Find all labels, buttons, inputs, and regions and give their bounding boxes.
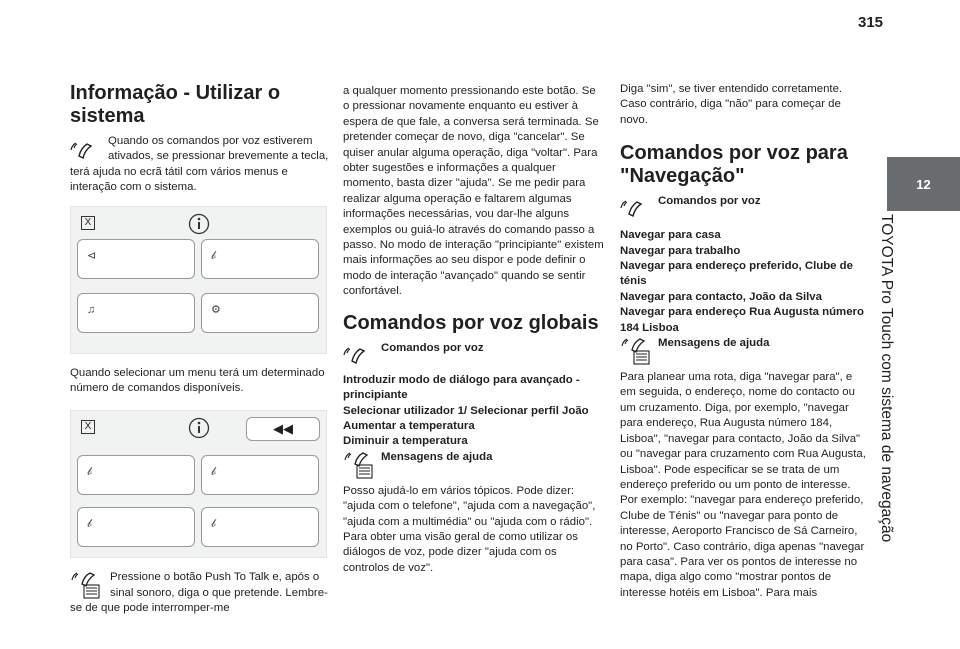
voice-help-screen-1 [70, 206, 327, 354]
menu-tile-2[interactable] [201, 455, 319, 495]
voice-help-icon [620, 336, 654, 366]
command-item: Introduzir modo de diálogo para avançado - principiante [343, 373, 580, 402]
phone-icon: 𝒷 [211, 249, 216, 262]
close-icon: X [81, 420, 95, 434]
menu-tile-media[interactable] [77, 293, 195, 333]
music-icon: ♫ [87, 303, 96, 316]
voice-help-icon [70, 570, 104, 600]
push-to-talk-text: Pressione o botão Push To Talk e, após o sinal sonoro, diga o que pretende. Lembre-se de que pode interromper-me [70, 571, 328, 615]
menu-tile-4[interactable] [201, 507, 319, 547]
menu-tile-phone[interactable] [201, 239, 319, 279]
voice-commands-label-row [343, 341, 605, 371]
phone-icon: 𝒷 [211, 466, 216, 479]
help-label-row [620, 336, 870, 366]
voice-help-icon [343, 450, 377, 480]
menu-tile-settings[interactable] [201, 293, 319, 333]
voice-help-screen-2 [70, 410, 327, 558]
column-3 [620, 82, 870, 601]
after-screen-text: Quando selecionar um menu terá um determinado número de comandos disponíveis. [70, 366, 325, 395]
help-label: Mensagens de ajuda [381, 450, 493, 463]
page-number: 315 [858, 14, 884, 31]
intro-block [70, 134, 332, 196]
command-item: Navegar para trabalho [620, 244, 741, 257]
intro-text: Quando os comandos por voz estiverem ativados, se pressionar brevemente a tecla, terá ajuda no ecrã tátil com vários menus e interação com o sistema. [70, 135, 329, 194]
command-item: Navegar para endereço preferido, Clube de ténis [620, 260, 853, 288]
help-text: Posso ajudá-lo em vários tópicos. Pode dizer: "ajuda com o telefone", "ajuda com a navegação", "ajuda com a multimédia" ou "ajuda com o rádio". Para obter uma visão geral de como utilizar os diálogos de voz, pode dizer "ajuda com os controlos de voz". [343, 484, 596, 574]
menu-tile-navigation[interactable] [77, 239, 195, 279]
close-icon: X [81, 216, 95, 230]
heading-global-commands: Comandos por voz globais [343, 311, 599, 334]
menu-tile-3[interactable] [77, 507, 195, 547]
info-icon [188, 417, 210, 439]
command-item: Navegar para contacto, João da Silva [620, 290, 822, 303]
voice-commands-label-row [620, 194, 870, 224]
back-button[interactable] [246, 417, 320, 441]
gear-icon: ⚙ [211, 303, 221, 316]
voice-commands-label: Comandos por voz [381, 341, 484, 354]
help-label-row [343, 450, 605, 480]
heading-navigation-commands: Comandos por voz para "Navegação" [620, 142, 848, 188]
continuation-text: a qualquer momento pressionando este botão. Se o pressionar novamente enquanto eu estiver à espera de que fale, a conversa será terminada. Se pretender começar de novo, diga "cancelar". Se quiser anular alguma operação, diga "voltar". Para obter sugestões e informações a qualquer momento, basta dizer "ajuda". Se me pedir para realizar alguma operação e faltarem algumas informações necessárias, vou dar-lhe alguns exemplos ou guiá-lo através do comando passo a passo. No modo de interação "principiante" existem mais informações ao seu dispor e pode definir o modo de interação "avançado" quando se sentir confortável. [343, 85, 604, 298]
chapter-tab [887, 157, 960, 211]
command-item: Navegar para endereço Rua Augusta número 184 Lisboa [620, 306, 864, 334]
global-commands-list [343, 373, 605, 450]
voice-command-icon [343, 343, 371, 365]
phone-icon: 𝒷 [87, 518, 92, 531]
chapter-title-text: TOYOTA Pro Touch com sistema de navegação [878, 214, 895, 543]
navigation-commands-list [620, 228, 870, 336]
command-item: Diminuir a temperatura [343, 435, 468, 448]
command-item: Navegar para casa [620, 229, 721, 242]
command-item: Selecionar utilizador 1/ Selecionar perfil João [343, 404, 589, 417]
info-icon [188, 213, 210, 235]
confirm-text: Diga "sim", se tiver entendido corretamente. Caso contrário, diga "não" para começar de novo. [620, 83, 843, 126]
help-label: Mensagens de ajuda [658, 337, 770, 350]
heading-using-system: Informação - Utilizar o sistema [70, 82, 281, 127]
help-text: Para planear uma rota, diga "navegar para", e em seguida, o endereço, nome do contacto ou um cruzamento. Diga, por exemplo, "navegar para endereço, Rua Augusta número 184, Lisboa", "navegar para contacto, João da Silva" ou "navegar para cruzamento com Rua Augusta, Lisboa". Pode especificar se se trata de um endereço preferido ou um ponto de interesse. Por exemplo: "navegar para endereço preferido, Clube de Ténis" ou "navegar para ponto de interesse, Aeroporto Francisco de Sá Carneiro, no Porto". Caso contrário, diga apenas "navegar para casa". Para ver os pontos de interesse no mapa, diga algo como "mostrar pontos de interesse hotéis em Lisboa". Para mais [620, 371, 866, 599]
menu-tile-1[interactable] [77, 455, 195, 495]
command-item: Aumentar a temperatura [343, 419, 475, 432]
push-to-talk-block [70, 570, 332, 616]
column-2 [343, 84, 605, 576]
voice-commands-label: Comandos por voz [658, 195, 761, 208]
rewind-icon: ◀◀ [273, 421, 293, 437]
phone-icon: 𝒷 [87, 466, 92, 479]
column-1 [70, 82, 332, 617]
chapter-number: 12 [916, 176, 931, 192]
navigation-icon: ⊲ [87, 249, 97, 262]
voice-command-icon [70, 138, 98, 160]
voice-command-icon [620, 196, 648, 218]
phone-icon: 𝒷 [211, 518, 216, 531]
